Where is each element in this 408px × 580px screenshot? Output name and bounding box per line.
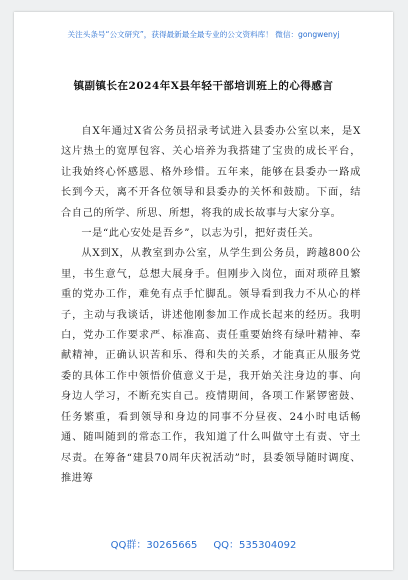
paragraph-story: 从X到X，从教室到办公室，从学生到公务员，跨越800公里，书生意气，总想大展身手。但刚步入岗位，面对琐碎且繁重的党办工作，难免有点手忙脚乱。领导看到我力不从心的样子，主动与我谈话，讲述他刚参加工作成长起来的经历。我明白，党办工作要求严、标准高、责任重要始终有绿叶精神、奉献精神，正确认识苦和乐、得和失的关系，才能真正从服务党委的具体工作中领悟价值意义于是，我开始关注身边的事、向身边人学习，不断充实自己。疫情期间，各项工作紧锣密鼓、任务繁重，看到领导和身边的同事不分昼夜、24小时电话畅通、随叫随到的常态工作，我知道了什么叫做守土有责、守土尽责。在筹备“建县70周年庆祝活动”时，县委领导随时调度、推进筹: [61, 248, 361, 484]
paragraph-section-heading: 一是“此心安处是吾乡”，以志为引，把好责任关。: [81, 228, 320, 240]
document-body: [61, 122, 361, 489]
paragraph-intro: 自X年通过X省公务员招录考试进入县委办公室以来，是X这片热土的宽厚包容、关心培养为我搭建了宝贵的成长平台，让我始终心怀感恩、格外珍惜。五年来，能够在县委办一路成长到今天，离不开各位领导和县委办的关怀和鼓励。下面，结合自己的所学、所思、所想，将我的成长故事与大家分享。: [61, 126, 361, 219]
document-title: 镇副镇长在2024年X县年轻干部培训班上的心得感言: [73, 80, 334, 92]
qq-number-text: QQ：535304092: [213, 540, 297, 551]
qq-group-text: QQ群：30265665: [110, 540, 198, 551]
document-page: [14, 12, 393, 570]
footer-contact: [14, 536, 393, 551]
header-banner: 关注头条号“公文研究”，获得最新最全最专业的公文资料库！ 微信：gongwenyj: [67, 30, 340, 39]
